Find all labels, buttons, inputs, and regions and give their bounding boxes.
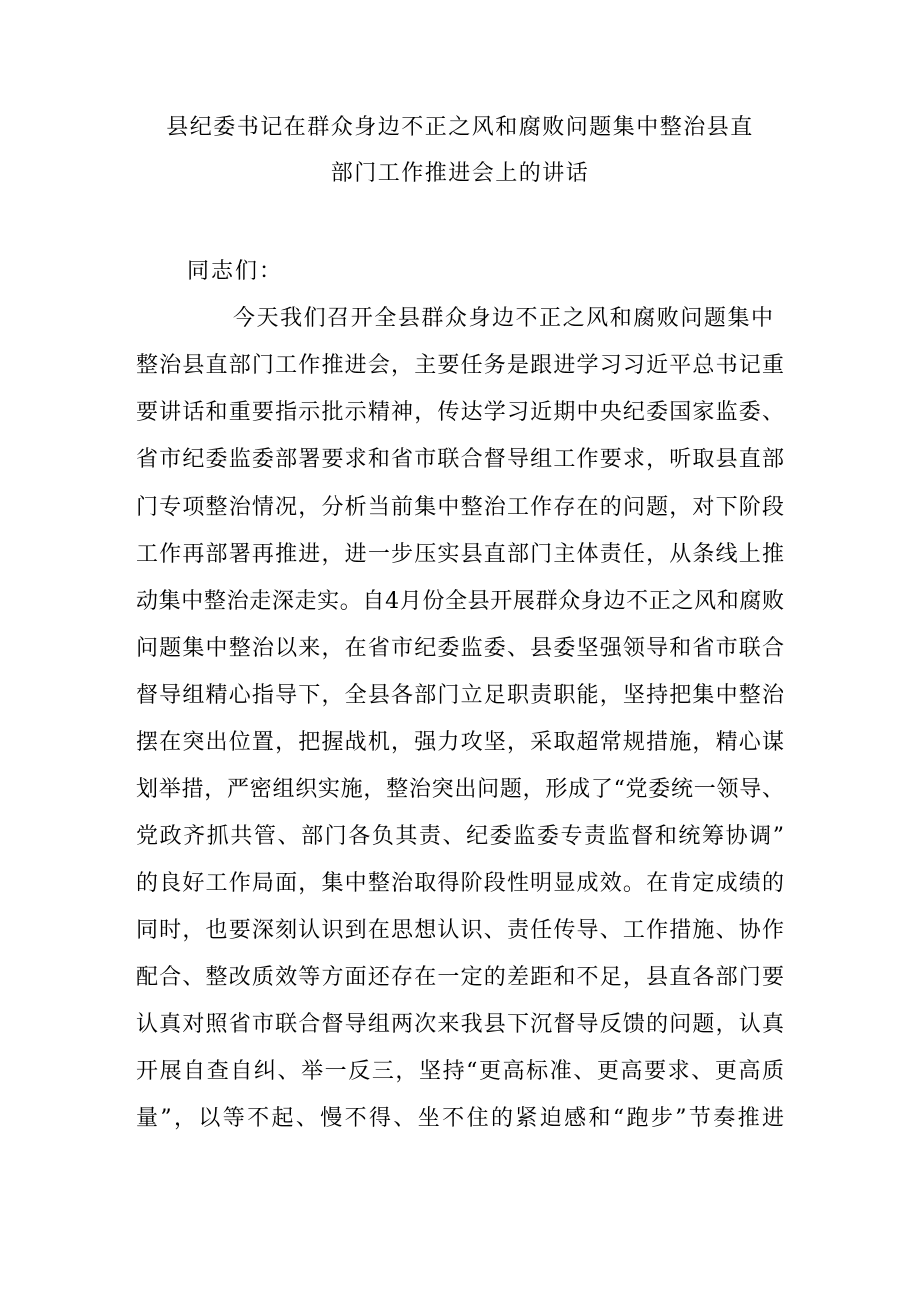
body-line: 门专项整治情况，分析当前集中整治工作存在的问题，对下阶段	[136, 495, 784, 520]
body-line: 问题集中整治以来，在省市纪委监委、县委坚强领导和省市联合	[136, 636, 784, 661]
body-line: 工作再部署再推进，进一步压实县直部门主体责任，从条线上推	[136, 542, 784, 567]
body-line: 量”，以等不起、慢不得、坐不住的紧迫感和“跑步”节奏推进	[136, 1106, 784, 1131]
body-line: 动集中整治走深走实。自4月份全县开展群众身边不正之风和腐败	[136, 589, 784, 614]
body-line: 整治县直部门工作推进会，主要任务是跟进学习习近平总书记重	[136, 353, 784, 378]
body-line: 省市纪委监委部署要求和省市联合督导组工作要求，听取县直部	[136, 447, 784, 472]
body-line: 同时，也要深刻认识到在思想认识、责任传导、工作措施、协作	[136, 918, 784, 943]
body-line: 今天我们召开全县群众身边不正之风和腐败问题集中	[233, 306, 773, 331]
body-line: 开展自查自纠、举一反三，坚持“更高标准、更高要求、更高质	[136, 1059, 784, 1084]
body-line: 认真对照省市联合督导组两次来我县下沉督导反馈的问题，认真	[136, 1012, 784, 1037]
document-title-line-2: 部门工作推进会上的讲话	[330, 161, 590, 186]
body-line: 划举措，严密组织实施，整治突出问题，形成了“党委统一领导、	[136, 777, 784, 802]
document-title-line-1: 县纪委书记在群众身边不正之风和腐败问题集中整治县直	[166, 115, 754, 140]
salutation: 同志们：	[187, 259, 284, 284]
body-line: 的良好工作局面，集中整治取得阶段性明显成效。在肯定成绩的	[136, 871, 784, 896]
body-line: 配合、整改质效等方面还存在一定的差距和不足，县直各部门要	[136, 965, 784, 990]
body-line: 摆在突出位置，把握战机，强力攻坚，采取超常规措施，精心谋	[136, 730, 784, 755]
body-line: 党政齐抓共管、部门各负其责、纪委监委专责监督和统筹协调”	[136, 824, 784, 849]
body-line: 督导组精心指导下，全县各部门立足职责职能，坚持把集中整治	[136, 683, 784, 708]
body-line: 要讲话和重要指示批示精神，传达学习近期中央纪委国家监委、	[136, 400, 784, 425]
